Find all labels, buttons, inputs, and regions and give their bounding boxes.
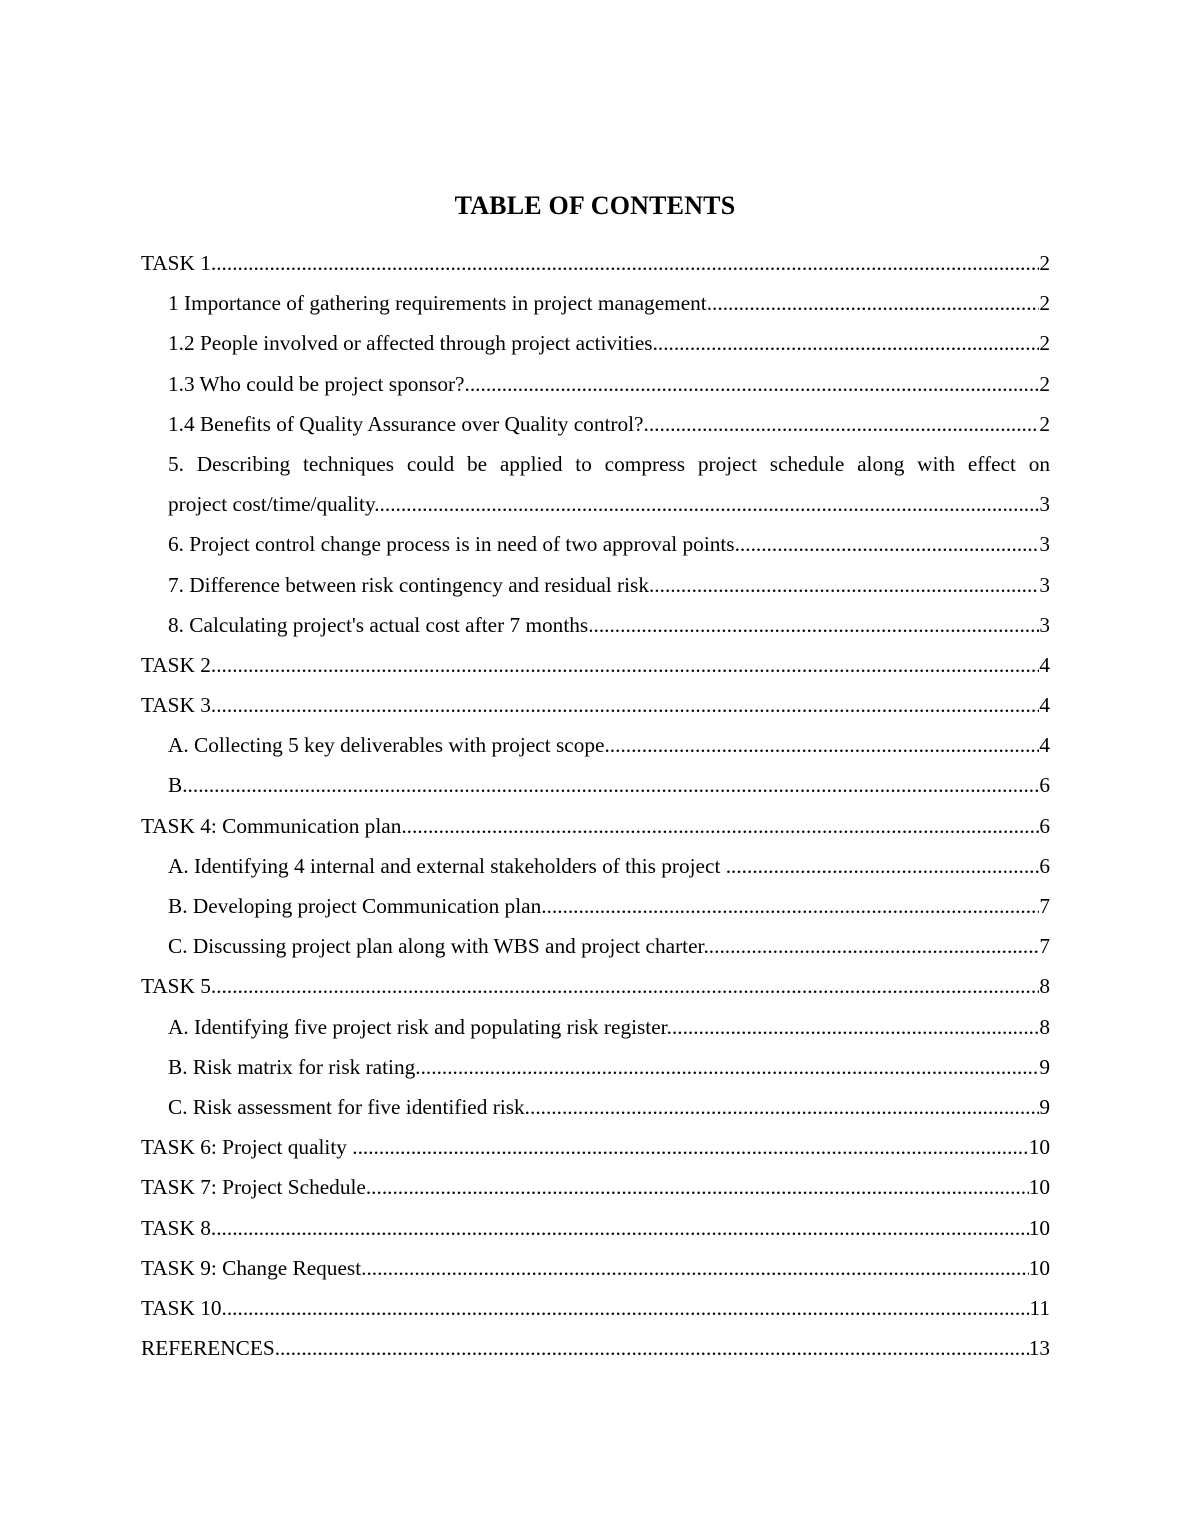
toc-entry-page: 3: [1039, 612, 1050, 637]
toc-entry-text: TASK 9: Change Request: [141, 1255, 362, 1280]
toc-entry-text: 1.4 Benefits of Quality Assurance over Quality control?: [168, 411, 644, 436]
toc-entry-text: TASK 4: Communication plan: [141, 813, 402, 838]
toc-entry-text: project cost/time/quality: [168, 492, 375, 517]
toc-entry-page: 11: [1029, 1295, 1050, 1320]
toc-entry-page: 4: [1039, 733, 1050, 758]
toc-entry[interactable]: [168, 1007, 1050, 1047]
toc-entry-text: TASK 3: [141, 693, 211, 718]
toc-entry[interactable]: [168, 605, 1050, 645]
toc-entry-text-line1: 5. Describing techniques could be applied to compress project schedule along with effect on: [168, 451, 1050, 476]
toc-entry-text: B. Risk matrix for risk rating: [168, 1054, 416, 1079]
toc-entry[interactable]: [141, 806, 1050, 846]
toc-entry-text: A. Identifying five project risk and populating risk register: [168, 1014, 667, 1039]
toc-entry-text: 8. Calculating project's actual cost after 7 months: [168, 612, 589, 637]
toc-entry-text: 7. Difference between risk contingency and residual risk: [168, 572, 649, 597]
toc-entry[interactable]: [141, 1208, 1050, 1248]
toc-entry-page: 8: [1039, 974, 1050, 999]
toc-entry-page: 10: [1028, 1255, 1050, 1280]
toc-entry[interactable]: [168, 323, 1050, 363]
toc-entry[interactable]: [168, 524, 1050, 564]
toc-entry-text: TASK 10: [141, 1295, 222, 1320]
toc-entry-text: C. Risk assessment for five identified risk: [168, 1094, 525, 1119]
toc-entry-text: REFERENCES: [141, 1336, 275, 1361]
toc-entry-text: A. Collecting 5 key deliverables with project scope: [168, 733, 605, 758]
toc-entry-text: TASK 7: Project Schedule: [141, 1175, 366, 1200]
toc-entry[interactable]: [168, 886, 1050, 926]
toc-entry[interactable]: [141, 645, 1050, 685]
toc-entry-page: 2: [1039, 411, 1050, 436]
toc-entry[interactable]: [168, 765, 1050, 805]
toc-entry-page: 6: [1039, 853, 1050, 878]
toc-entry-text: 1.2 People involved or affected through project activities: [168, 331, 653, 356]
toc-entry[interactable]: [141, 1328, 1050, 1368]
toc-entry-page: 6: [1039, 813, 1050, 838]
toc-entry-page: 4: [1039, 693, 1050, 718]
toc-entry-page: 13: [1028, 1336, 1050, 1361]
toc-entry-page: 2: [1039, 291, 1050, 316]
toc-entry[interactable]: [168, 926, 1050, 966]
toc-title: TABLE OF CONTENTS: [454, 191, 736, 220]
toc-entry-page: 9: [1039, 1054, 1050, 1079]
toc-entry-page: 2: [1039, 371, 1050, 396]
toc-entry[interactable]: [141, 243, 1050, 283]
toc-entry-text: 6. Project control change process is in need of two approval points: [168, 532, 735, 557]
toc-entry-page: 3: [1039, 572, 1050, 597]
toc-entry-page: 2: [1039, 251, 1050, 275]
toc-entry[interactable]: [168, 565, 1050, 605]
toc-entry-page: 9: [1039, 1094, 1050, 1119]
toc-entry-text: TASK 6: Project quality: [141, 1135, 353, 1160]
toc-entry[interactable]: [168, 444, 1050, 524]
toc-entry-text: TASK 8: [141, 1215, 211, 1240]
toc-entry-page: 6: [1039, 773, 1050, 798]
toc-entry-page: 10: [1028, 1135, 1050, 1160]
toc-entry[interactable]: [168, 364, 1050, 404]
toc-entry[interactable]: [141, 685, 1050, 725]
toc-entry-page: 10: [1028, 1175, 1050, 1200]
toc-entry[interactable]: [168, 1047, 1050, 1087]
toc-entry[interactable]: [141, 1127, 1050, 1167]
toc-entry[interactable]: [168, 283, 1050, 323]
toc-entry-text: 1 Importance of gathering requirements in project management: [168, 291, 707, 316]
toc-entry-text: B: [168, 773, 183, 798]
toc-entry-page: 4: [1039, 652, 1050, 677]
toc-entry-page: 3: [1039, 492, 1050, 517]
toc-entry[interactable]: [141, 1288, 1050, 1328]
toc-entry-text: TASK 5: [141, 974, 211, 999]
toc-entry[interactable]: [141, 1248, 1050, 1288]
toc-entry-text: TASK 1: [141, 251, 211, 275]
toc-entry[interactable]: [141, 1167, 1050, 1207]
toc-entry-text: TASK 2: [141, 652, 211, 677]
toc-entry[interactable]: [141, 966, 1050, 1006]
toc-entry-page: 8: [1039, 1014, 1050, 1039]
toc-entry-page: 2: [1039, 331, 1050, 356]
toc-entry[interactable]: [168, 846, 1050, 886]
toc-entry-text: 1.3 Who could be project sponsor?: [168, 371, 465, 396]
toc-entry-text: B. Developing project Communication plan: [168, 894, 542, 919]
toc-entry[interactable]: [168, 1087, 1050, 1127]
toc-entry-page: 10: [1028, 1215, 1050, 1240]
toc-entry-page: 7: [1039, 894, 1050, 919]
toc-list: [141, 243, 1050, 1368]
toc-entry-page: 7: [1039, 934, 1050, 959]
toc-entry-page: 3: [1039, 532, 1050, 557]
toc-entry[interactable]: [168, 725, 1050, 765]
toc-entry-text: C. Discussing project plan along with WBS and project charter: [168, 934, 704, 959]
toc-entry-text: A. Identifying 4 internal and external stakeholders of this project: [168, 853, 726, 878]
toc-entry[interactable]: [168, 404, 1050, 444]
